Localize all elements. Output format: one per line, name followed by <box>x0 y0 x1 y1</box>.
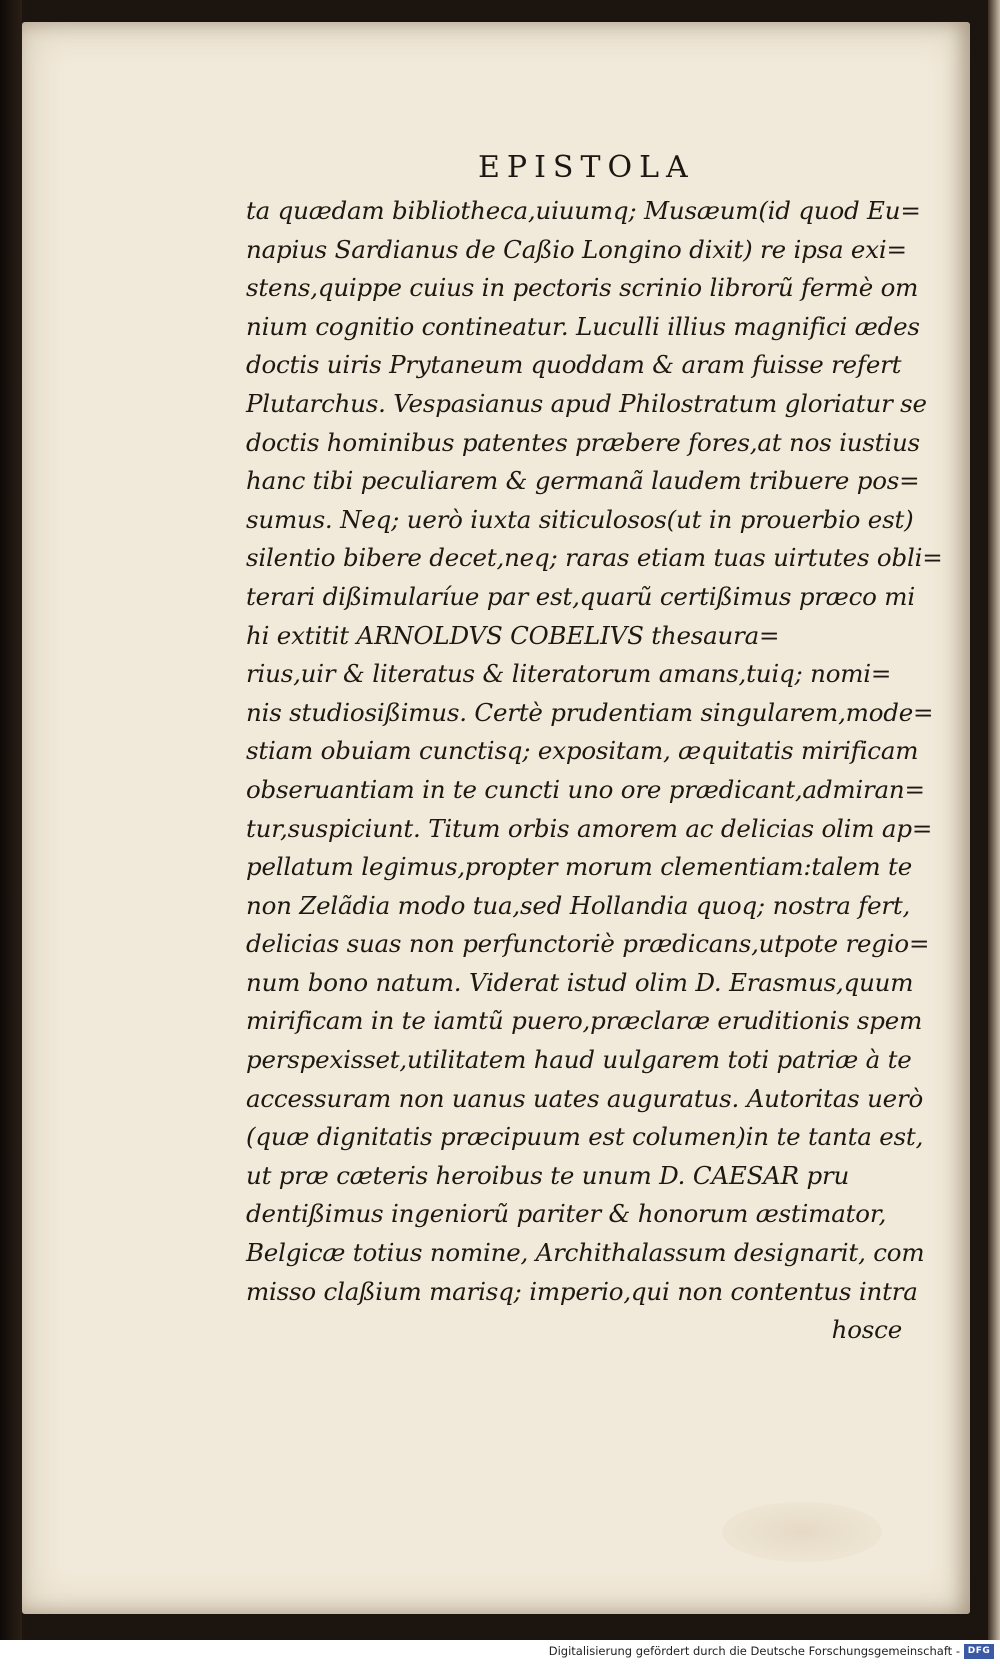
text-line: pellatum legimus,propter morum clementiam:talem te <box>246 852 912 882</box>
text-line: ut præ cæteris heroibus te unum D. CAESAR pru <box>246 1160 850 1190</box>
dfg-logo-icon: DFG <box>964 1644 994 1659</box>
text-line: dentißimus ingeniorũ pariter & honorum æstimator, <box>246 1199 887 1229</box>
text-line: rius,uir & literatus & literatorum amans,tuiq; nomi= <box>246 659 892 689</box>
text-line: tur,suspiciunt. Titum orbis amorem ac delicias olim ap= <box>246 813 933 843</box>
footer-credit: Digitalisierung gefördert durch die Deutsche Forschungsgemeinschaft - <box>548 1644 960 1658</box>
text-line: num bono natum. Viderat istud olim D. Erasmus,quum <box>246 967 914 997</box>
text-line: accessuram non uanus uates auguratus. Autoritas uerò <box>246 1083 924 1113</box>
text-line: terari dißimularíue par est,quarũ certißimus præco mi <box>246 581 915 611</box>
page-edge-strip <box>988 0 1000 1640</box>
text-line: doctis uiris Prytaneum quoddam & aram fuisse refert <box>246 350 902 380</box>
text-line: Belgicæ totius nomine, Archithalassum designarit, com <box>246 1238 925 1268</box>
text-line: doctis hominibus patentes præbere fores,at nos iustius <box>246 427 920 457</box>
binding-edge <box>0 0 22 1640</box>
running-head: EPISTOLA <box>478 150 695 185</box>
catchword: hosce <box>831 1315 902 1345</box>
text-line: nis studiosißimus. Certè prudentiam singularem,mode= <box>246 697 934 727</box>
text-block <box>246 192 946 1350</box>
text-line: delicias suas non perfunctoriè prædicans,utpote regio= <box>246 929 930 959</box>
text-line: stens,quippe cuius in pectoris scrinio librorũ fermè om <box>246 273 919 303</box>
text-line: silentio bibere decet,neq; raras etiam tuas uirtutes obli= <box>246 543 943 573</box>
text-line: obseruantiam in te cuncti uno ore prædicant,admiran= <box>246 774 925 804</box>
text-line: perspexisset,utilitatem haud uulgarem toti patriæ à te <box>246 1045 912 1075</box>
text-line: mirificam in te iamtũ puero,præclaræ eruditionis spem <box>246 1006 923 1036</box>
text-line: stiam obuiam cunctisq; expositam, æquitatis mirificam <box>246 736 919 766</box>
text-line: misso claßium marisq; imperio,qui non contentus intra <box>246 1276 918 1306</box>
page-stain <box>722 1502 882 1562</box>
text-line: sumus. Neq; uerò iuxta siticulosos(ut in prouerbio est) <box>246 504 914 534</box>
text-line: hanc tibi peculiarem & germanã laudem tribuere pos= <box>246 466 920 496</box>
text-line: nium cognitio contineatur. Luculli illius magnifici ædes <box>246 311 920 341</box>
text-line: hi extitit ARNOLDVS COBELIVS thesaura= <box>246 620 780 650</box>
text-line: Plutarchus. Vespasianus apud Philostratum gloriatur se <box>246 388 927 418</box>
text-line: non Zelãdia modo tua,sed Hollandia quoq; nostra fert, <box>246 890 911 920</box>
text-line: (quæ dignitatis præcipuum est columen)in te tanta est, <box>246 1122 924 1152</box>
text-line: ta quædam bibliotheca,uiuumq; Musæum(id quod Eu= <box>246 196 921 225</box>
text-line: napius Sardianus de Caßio Longino dixit) re ipsa exi= <box>246 234 907 264</box>
